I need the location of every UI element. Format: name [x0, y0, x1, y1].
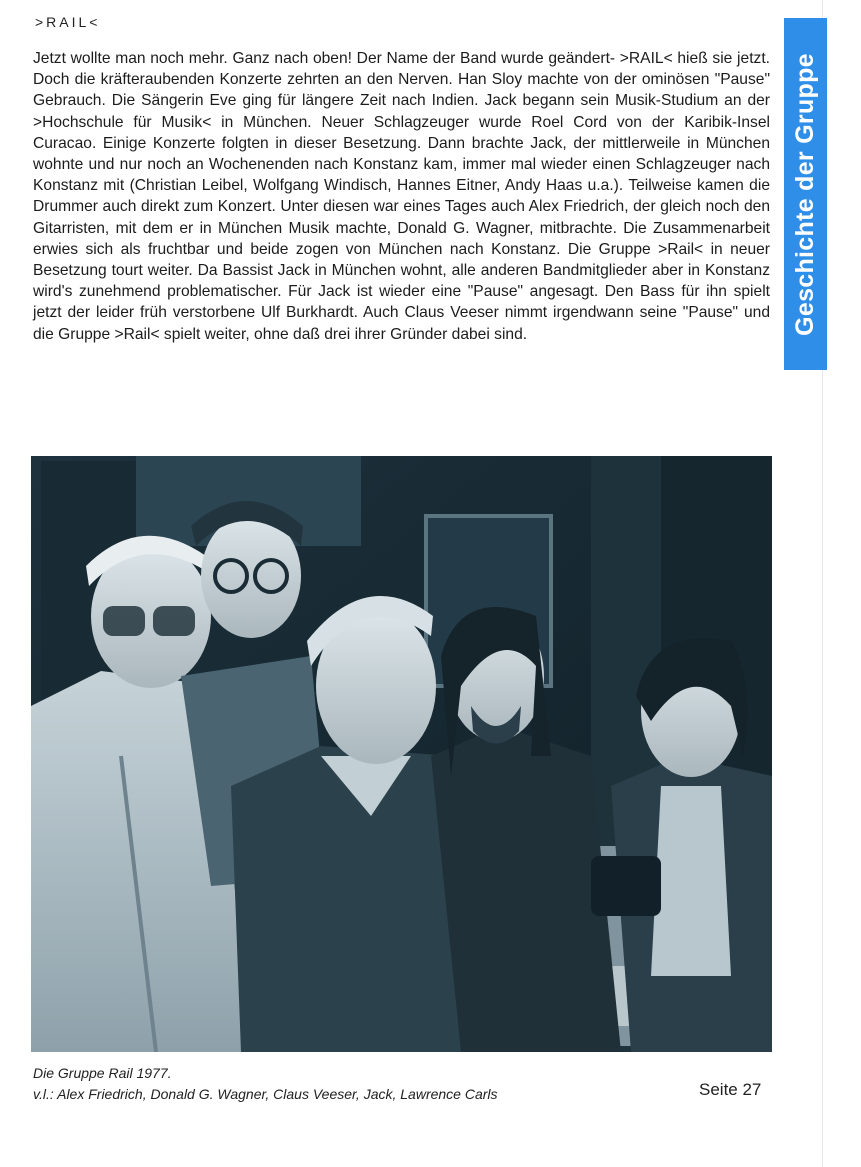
band-photo [31, 456, 772, 1052]
photo-caption [33, 1063, 498, 1105]
running-head: >RAIL< [35, 14, 101, 30]
section-tab-label: Geschichte der Gruppe [791, 52, 820, 336]
section-tab [784, 18, 827, 370]
caption-title: Die Gruppe Rail 1977. [33, 1065, 172, 1081]
article-body: Jetzt wollte man noch mehr. Ganz nach oben! Der Name der Band wurde geändert- >RAIL< hieß sie jetzt. Doch die kräfteraubenden Konzerte zehrten an den Nerven. Han Sloy machte von der ominösen "Pause" Gebrauch. Die Sängerin Eve ging für längere Zeit nach Indien. Jack begann sein Musik-Studium an der >Hochschule für Musik< in München. Neuer Schlagzeuger wurde Roel Cord von der Karibik-Insel Curacao. Einige Konzerte folgten in dieser Besetzung. Dann brachte Jack, der mittlerweile in München wohnte und nur noch an Wochenenden nach Konstanz kam, immer mal wieder einen Schlagzeuger nach Konstanz mit (Christian Leibel, Wolfgang Windisch, Hannes Eitner, Andy Haas u.a.). Teilweise kamen die Drummer auch direkt zum Konzert. Unter diesen war eines Tages auch Alex Friedrich, der gleich noch den Gitarristen, mit dem er in München Musik machte, Donald G. Wagner, mitbrachte. Die Zusammenarbeit erwies sich als fruchtbar und beide zogen von München nach Konstanz. Die Gruppe >Rail< in neuer Besetzung tourt weiter. Da Bassist Jack in München wohnt, alle anderen Bandmitglieder aber in Konstanz wird's zunehmend problematischer. Für Jack ist wieder eine "Pause" angesagt. Den Bass für ihn spielt jetzt der leider früh verstorbene Ulf Burkhardt. Auch Claus Veeser nimmt irgendwann seine "Pause" und die Gruppe >Rail< spielt weiter, ohne daß drei ihrer Gründer dabei sind. [33, 50, 770, 343]
caption-names: v.l.: Alex Friedrich, Donald G. Wagner, Claus Veeser, Jack, Lawrence Carls [33, 1086, 498, 1102]
page-number: Seite 27 [699, 1080, 762, 1099]
